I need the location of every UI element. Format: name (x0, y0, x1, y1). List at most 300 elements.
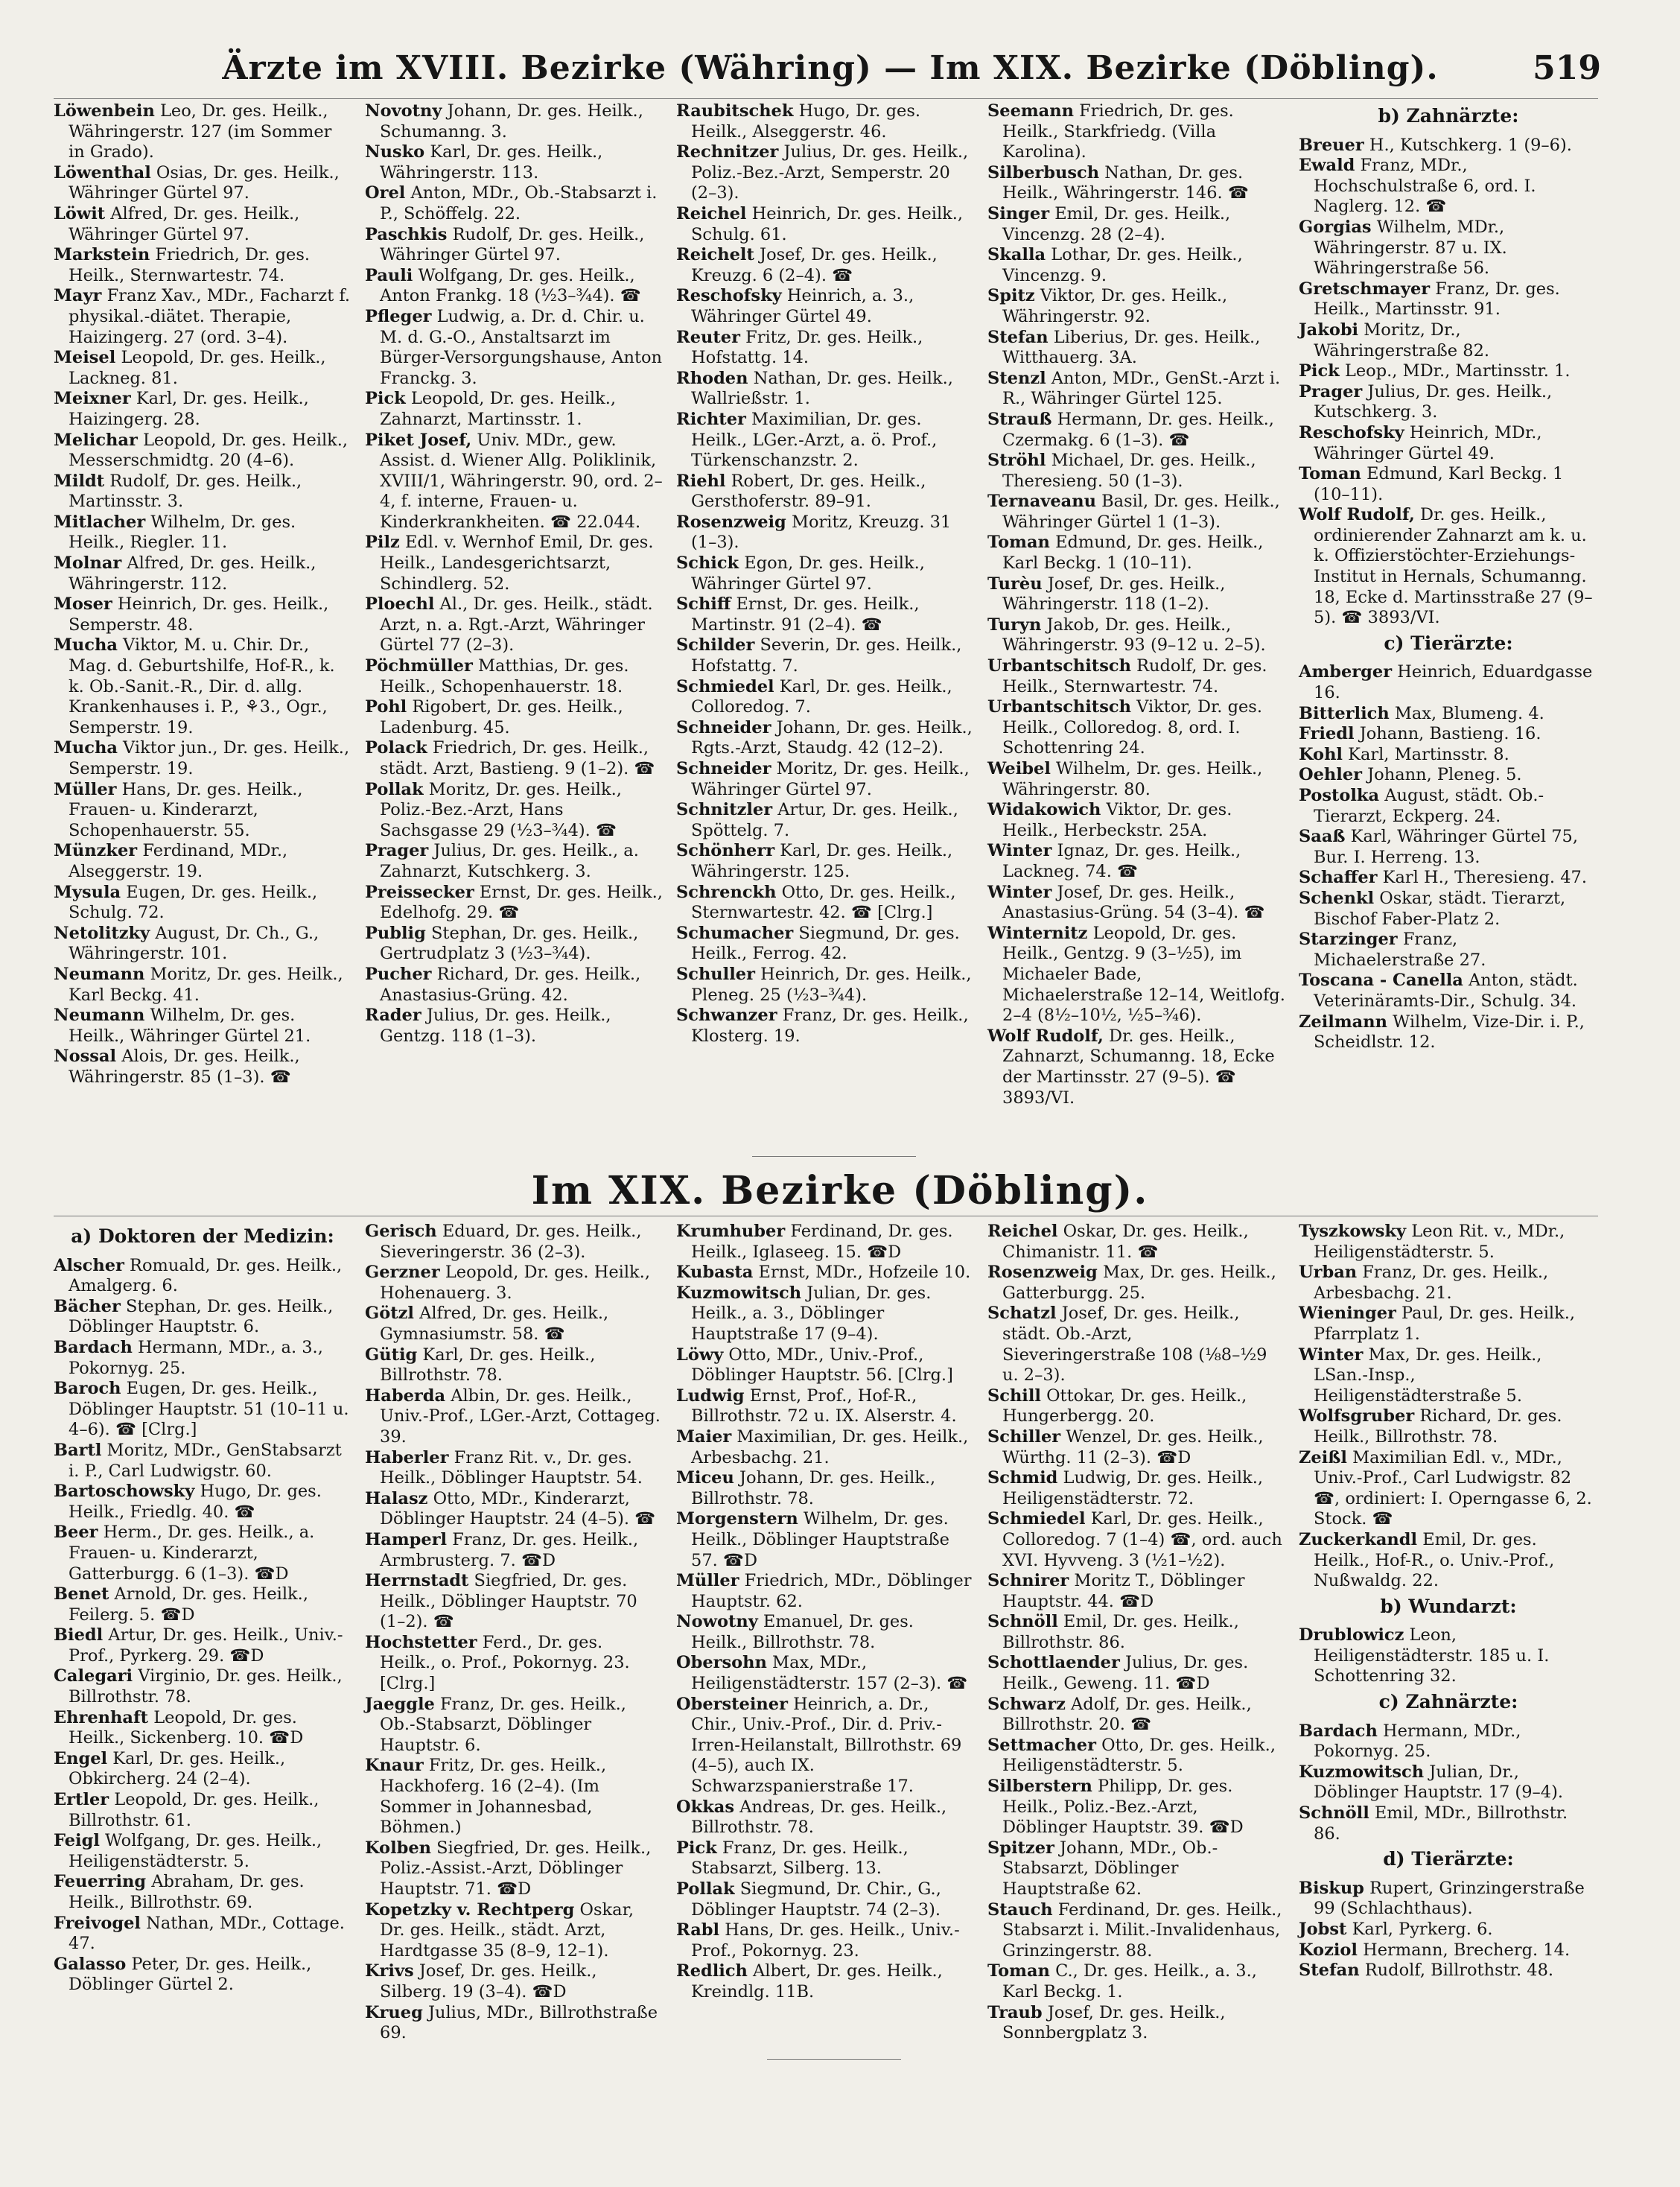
directory-entry (1299, 279, 1598, 320)
entry-name: Krivs (365, 1961, 414, 1981)
directory-entry (987, 697, 1285, 759)
directory-entry (676, 1797, 974, 1838)
entry-details: Julius, MDr., Billrothstraße 69. (380, 2002, 658, 2043)
directory-entry (54, 1006, 351, 1047)
entry-details: Leopold, Dr. ges. Heilk., Messerschmidtg. 20 (4–6). (69, 430, 349, 471)
column-3 (676, 1222, 974, 2026)
entry-details: Franz, Dr. ges. Heilk., Ob.-Stabsarzt, Döblinger Hauptstr. 6. (380, 1694, 626, 1755)
directory-entry (365, 142, 663, 183)
directory-entry (1299, 320, 1598, 361)
directory-entry (676, 553, 974, 594)
entry-name: Münzker (54, 841, 138, 861)
entry-details: Heinrich, Dr. ges. Heilk., Pleneg. 25 (½3–¾4). (691, 964, 972, 1005)
entry-details: Alfred, Dr. ges. Heilk., Gymnasiumstr. 58. ☎ (380, 1304, 609, 1344)
directory-entry (676, 204, 974, 245)
entry-details: Moritz, MDr., GenStabsarzt i. P., Carl Ludwigstr. 60. (69, 1440, 342, 1481)
entry-details: Albert, Dr. ges. Heilk., Kreindlg. 11B. (691, 1961, 943, 2002)
entry-name: Galasso (54, 1954, 127, 1974)
entry-name: Orel (365, 183, 406, 203)
directory-entry (676, 286, 974, 327)
entry-details: Karl, Dr. ges. Heilk., Colloredog. 7. (691, 676, 952, 717)
directory-entry (365, 389, 663, 430)
entry-details: Rigobert, Dr. ges. Heilk., Ladenburg. 45. (380, 697, 623, 737)
entry-name: Schnöll (987, 1612, 1058, 1632)
entry-details: Al., Dr. ges. Heilk., städt. Arzt, n. a. Rgt.-Arzt, Währinger Gürtel 77 (2–3). (380, 594, 653, 656)
entry-name: Rhoden (676, 368, 748, 388)
entry-name: Breuer (1299, 135, 1364, 155)
entry-details: Nathan, Dr. ges. Heilk., Währingerstr. 146. ☎ (1002, 162, 1249, 203)
entry-name: Saaß (1299, 827, 1346, 847)
directory-entry (676, 328, 974, 369)
entry-details: Moritz, Kreuzg. 31 (1–3). (691, 512, 952, 553)
entry-details: Leopold, Dr. ges. Heilk., Hohenauerg. 3. (380, 1263, 650, 1303)
entry-name: Pick (1299, 361, 1340, 381)
directory-entry (987, 883, 1285, 924)
entry-name: Reschofsky (676, 286, 782, 306)
entry-details: Moritz, Dr. ges. Heilk., Karl Beckg. 41. (69, 964, 343, 1005)
entry-details: Karl, Dr. ges. Heilk., Obkircherg. 24 (2–4). (69, 1748, 286, 1789)
entry-name: Schenkl (1299, 888, 1375, 908)
entry-name: Neumann (54, 1006, 145, 1026)
entry-name: Schumacher (676, 923, 794, 943)
directory-entry (54, 348, 351, 389)
directory-entry (676, 1961, 974, 2002)
entry-name: Krueg (365, 2002, 423, 2022)
entry-details: Richard, Dr. ges. Heilk., Anastasius-Grüng. 42. (380, 964, 641, 1005)
entry-details: H., Kutschkerg. 1 (9–6). (1364, 135, 1572, 155)
entry-details: Peter, Dr. ges. Heilk., Döblinger Gürtel 2. (69, 1954, 312, 1995)
directory-entry (1299, 868, 1598, 889)
directory-entry (54, 1047, 351, 1088)
entry-details: Rudolf, Dr. ges. Heilk., Sternwartestr. 74. (1002, 656, 1267, 696)
entry-name: Rosenzweig (676, 512, 786, 532)
entry-details: Artur, Dr. ges. Heilk., Univ.-Prof., Pyrkerg. 29. ☎D (69, 1625, 343, 1666)
entry-name: Halasz (365, 1488, 428, 1508)
footer-rule (767, 2059, 901, 2060)
entry-name: Skalla (987, 245, 1046, 265)
entry-details: Stephan, Dr. ges. Heilk., Döblinger Hauptstr. 6. (69, 1296, 334, 1337)
directory-entry (365, 1386, 663, 1448)
entry-name: Toman (987, 533, 1050, 553)
entry-name: Gerisch (365, 1222, 437, 1241)
entry-details: Liberius, Dr. ges. Heilk., Witthauerg. 3A. (1002, 327, 1261, 368)
entry-details: Johann, Pleneg. 5. (1362, 765, 1522, 785)
entry-details: Johann, Dr. ges. Heilk., Billrothstr. 78. (691, 1468, 936, 1508)
entry-name: Gretschmayer (1299, 279, 1431, 299)
entry-details: Julius, Dr. ges. Heilk., Gentzg. 118 (1–3). (380, 1006, 611, 1046)
entry-name: Krumhuber (676, 1222, 786, 1241)
column-4 (987, 1222, 1285, 2043)
entry-details: Julius, Dr. ges. Heilk., Kutschkerg. 3. (1314, 381, 1553, 422)
entry-details: Lothar, Dr. ges. Heilk., Vincenzg. 9. (1002, 245, 1243, 285)
entry-name: Schmid (987, 1468, 1058, 1488)
entry-details: Edl. v. Wernhof Emil, Dr. ges. Heilk., Landesgerichtsarzt, Schindlerg. 52. (380, 533, 654, 594)
entry-name: Benet (54, 1584, 109, 1604)
entry-details: Ignaz, Dr. ges. Heilk., Lackneg. 74. ☎ (1002, 841, 1241, 881)
entry-name: Gütig (365, 1345, 418, 1365)
directory-entry (1299, 930, 1598, 971)
entry-name: Schnöll (1299, 1803, 1369, 1823)
directory-entry (987, 924, 1285, 1026)
entry-name: Schaffer (1299, 868, 1378, 888)
header-rule (54, 98, 1598, 99)
directory-entry (54, 1872, 351, 1913)
entry-name: Traub (987, 2002, 1043, 2022)
entry-name: Löwenbein (54, 101, 155, 121)
entry-details: August, städt. Ob.-Tierarzt, Eckperg. 24. (1314, 786, 1544, 826)
directory-entry (987, 204, 1285, 245)
entry-details: Hans, Dr. ges. Heilk., Univ.-Prof., Pokornyg. 23. (691, 1920, 960, 1961)
entry-name: Herrnstadt (365, 1571, 469, 1591)
entry-name: Reschofsky (1299, 422, 1404, 442)
entry-details: Karl, Pyrkerg. 6. (1346, 1920, 1493, 1939)
entry-details: Max, Dr. ges. Heilk., Gatterburgg. 25. (1002, 1263, 1276, 1303)
directory-entry (54, 965, 351, 1006)
entry-name: Mildt (54, 471, 105, 491)
directory-entry (1299, 156, 1598, 218)
entry-details: Johann, MDr., Ob.-Stabsarzt, Döblinger Hauptstraße 62. (1002, 1838, 1218, 1899)
entry-name: Paschkis (365, 224, 448, 244)
entry-details: Karl H., Theresieng. 47. (1377, 868, 1588, 888)
directory-entry (54, 1749, 351, 1790)
directory-entry (365, 1838, 663, 1900)
entry-details: Friedrich, MDr., Döblinger Hauptstr. 62. (691, 1571, 972, 1611)
entry-name: Schiller (987, 1426, 1061, 1447)
entry-details: Franz, MDr., Hochschulstraße 6, ord. I. Naglerg. 12. ☎ (1314, 156, 1536, 217)
entry-details: Karl, Dr. ges. Heilk., Haizingerg. 28. (69, 389, 309, 429)
entry-details: Leop., MDr., Martinsstr. 1. (1339, 361, 1571, 381)
entry-details: Herm., Dr. ges. Heilk., a. Frauen- u. Kinderarzt, Gatterburgg. 6 (1–3). ☎D (69, 1523, 315, 1584)
entry-name: Prager (365, 841, 429, 861)
entry-name: Stefan (1299, 1961, 1360, 1981)
directory-entry (676, 1386, 974, 1427)
entry-name: Settmacher (987, 1735, 1096, 1755)
directory-entry (54, 1297, 351, 1338)
entry-details: Otto, Dr. ges. Heilk., Sternwartestr. 42. ☎ [Clrg.] (691, 882, 956, 923)
entry-details: Anton, MDr., GenSt.-Arzt i. R., Währinger Gürtel 125. (1002, 368, 1281, 409)
directory-entry (365, 1900, 663, 1962)
entry-details: Friedrich, Dr. ges. Heilk., Sternwartestr. 74. (69, 245, 311, 285)
entry-details: Michael, Dr. ges. Heilk., Theresieng. 50 (1–3). (1002, 451, 1256, 491)
entry-details: Wilhelm, Vize-Dir. i. P., Scheidlstr. 12. (1314, 1012, 1585, 1053)
entry-details: Karl, Währinger Gürtel 75, Bur. I. Herreng. 13. (1314, 827, 1578, 867)
directory-entry (676, 142, 974, 204)
entry-name: Pfleger (365, 306, 432, 326)
directory-entry (1299, 218, 1598, 279)
directory-entry (54, 841, 351, 882)
entry-name: Seemann (987, 101, 1074, 121)
entry-details: Leopold, Dr. ges. Heilk., Gentzg. 9 (3–½5), im Michaeler Bade, Michaelerstraße 12–14, Weitlofg. 2–4 (8½–10½, ½5–¾6). (1002, 923, 1285, 1026)
entry-name: Reichelt (676, 245, 754, 265)
entry-details: Hermann, MDr., Pokornyg. 25. (1314, 1721, 1521, 1762)
directory-entry (365, 183, 663, 224)
entry-name: Schick (676, 553, 739, 574)
entry-details: Ferdinand, Dr. ges. Heilk., Iglaseeg. 15. ☎D (691, 1222, 953, 1262)
directory-entry (987, 328, 1285, 369)
entry-details: Oskar, Dr. ges. Heilk., Chimanistr. 11. ☎ (1002, 1222, 1249, 1262)
entry-details: Ludwig, Dr. ges. Heilk., Heiligenstädterstr. 72. (1002, 1468, 1264, 1508)
entry-details: Rudolf, Dr. ges. Heilk., Währinger Gürtel 97. (380, 224, 645, 265)
entry-name: Pauli (365, 265, 413, 285)
directory-entry (1299, 361, 1598, 382)
entry-name: Ehrenhaft (54, 1707, 149, 1727)
entry-name: Spitz (987, 286, 1035, 306)
entry-details: Otto, Dr. ges. Heilk., Heiligenstädterstr. 5. (1002, 1735, 1276, 1776)
entry-name: Polack (365, 738, 427, 758)
entry-name: Reuter (676, 327, 740, 347)
directory-entry (676, 1222, 974, 1263)
entry-name: Amberger (1299, 662, 1393, 682)
entry-details: Emil, Dr. ges. Heilk., Hof-R., o. Univ.-Prof., Nußwaldg. 22. (1314, 1529, 1555, 1591)
entry-name: Ludwig (676, 1385, 745, 1406)
directory-entry (987, 2003, 1285, 2044)
entry-name: Riehl (676, 471, 726, 491)
entry-name: Feuerring (54, 1872, 147, 1892)
directory-entry (1299, 1721, 1598, 1762)
directory-entry (365, 307, 663, 389)
entry-name: Schilder (676, 635, 755, 656)
entry-name: Biskup (1299, 1878, 1364, 1898)
entry-details: Richard, Dr. ges. Heilk., Billrothstr. 78. (1314, 1406, 1562, 1447)
entry-details: Leopold, Dr. ges. Heilk., Lackneg. 81. (69, 348, 326, 388)
entry-name: Ternaveanu (987, 492, 1096, 512)
entry-name: Toscana - Canella (1299, 971, 1463, 991)
directory-entry (676, 1006, 974, 1047)
entry-details: Josef, Dr. ges. Heilk., Kreuzg. 6 (2–4). ☎ (691, 245, 938, 285)
entry-name: Schnirer (987, 1571, 1069, 1591)
subsection-heading: d) Tierärzte: (1383, 1848, 1514, 1870)
directory-entry (676, 1838, 974, 1879)
entry-details: Johann, Dr. ges. Heilk., Rgts.-Arzt, Staudg. 42 (12–2). (691, 717, 973, 758)
entry-name: Okkas (676, 1797, 735, 1817)
directory-entry (365, 1530, 663, 1571)
entry-name: Toman (1299, 464, 1361, 484)
entry-name: Zeißl (1299, 1447, 1347, 1467)
directory-entry (676, 472, 974, 512)
directory-entry (987, 492, 1285, 533)
entry-name: Pöchmüller (365, 656, 473, 676)
entry-name: Meisel (54, 348, 116, 368)
entry-name: Kolben (365, 1838, 432, 1858)
directory-entry (54, 780, 351, 842)
entry-details: Franz, Dr. ges. Heilk., Klosterg. 19. (691, 1006, 969, 1046)
entry-details: Eugen, Dr. ges. Heilk., Döblinger Hauptstr. 51 (10–11 u. 4–6). ☎ [Clrg.] (69, 1379, 349, 1440)
entry-details: Hugo, Dr. ges. Heilk., Friedlg. 40. ☎ (69, 1482, 322, 1522)
directory-entry (676, 677, 974, 718)
directory-entry (365, 101, 663, 142)
directory-entry (987, 245, 1285, 286)
directory-entry (1299, 1920, 1598, 1940)
entry-name: Schill (987, 1385, 1041, 1406)
entry-details: Viktor, Dr. ges. Heilk., Währingerstr. 92. (1002, 286, 1228, 326)
directory-entry (987, 1427, 1285, 1468)
subsection-heading: b) Wundarzt: (1380, 1595, 1517, 1617)
directory-entry (676, 245, 974, 286)
directory-entry (365, 1304, 663, 1345)
entry-name: Kubasta (676, 1263, 754, 1283)
entry-details: Wilhelm, Dr. ges. Heilk., Riegler. 11. (69, 512, 296, 553)
directory-entry (987, 101, 1285, 163)
entry-name: Pilz (365, 533, 400, 553)
entry-name: Ewald (1299, 156, 1355, 176)
directory-entry (676, 1920, 974, 1961)
entry-name: Kohl (1299, 744, 1343, 764)
directory-entry (54, 431, 351, 472)
entry-details: Egon, Dr. ges. Heilk., Währinger Gürtel 97. (691, 553, 925, 594)
entry-name: Knaur (365, 1756, 424, 1776)
entry-details: Albin, Dr. ges. Heilk., Univ.-Prof., LGer.-Arzt, Cottageg. 39. (380, 1385, 661, 1447)
entry-details: Siegfried, Dr. ges. Heilk., Poliz.-Assist.-Arzt, Döblinger Hauptstr. 71. ☎D (380, 1838, 652, 1899)
entry-details: Oskar, städt. Tierarzt, Bischof Faber-Platz 2. (1314, 888, 1566, 929)
entry-details: Jakob, Dr. ges. Heilk., Währingerstr. 93 (9–12 u. 2–5). (1002, 615, 1266, 656)
directory-entry (987, 451, 1285, 492)
directory-entry (1299, 889, 1598, 930)
entry-details: Robert, Dr. ges. Heilk., Gersthoferstr. 89–91. (691, 471, 926, 512)
entry-details: Eugen, Dr. ges. Heilk., Schulg. 72. (69, 882, 318, 923)
entry-name: Schwanzer (676, 1006, 777, 1026)
entry-name: Rader (365, 1006, 421, 1026)
entry-details: Friedrich, Dr. ges. Heilk., Starkfriedg. (Villa Karolina). (1002, 101, 1234, 162)
entry-name: Starzinger (1299, 930, 1398, 950)
directory-entry (365, 431, 663, 533)
entry-details: Maximilian, Dr. ges. Heilk., LGer.-Arzt, a. ö. Prof., Türkenschanzstr. 2. (691, 409, 938, 471)
entry-details: Rudolf, Billrothstr. 48. (1359, 1961, 1554, 1981)
entry-details: Siegmund, Dr. Chir., G., Döblinger Hauptstr. 74 (2–3). (691, 1879, 941, 1920)
entry-details: Dr. ges. Heilk., Zahnarzt, Schumanng. 18, Ecke der Martinsstr. 27 (9–5). ☎ 3893/VI. (1002, 1026, 1275, 1108)
entry-details: Max, MDr., Heiligenstädterstr. 157 (2–3). ☎ (691, 1653, 968, 1694)
directory-entry (1299, 1263, 1598, 1304)
entry-details: Franz Xav., MDr., Facharzt f. physikal.-diätet. Therapie, Haizingerg. 27 (ord. 3–4). (69, 286, 351, 347)
directory-entry (54, 1914, 351, 1955)
column-5 (1299, 1222, 1598, 2026)
directory-entry (1299, 1803, 1598, 1844)
entry-details: Andreas, Dr. ges. Heilk., Billrothstr. 78. (691, 1797, 947, 1838)
entry-name: Urban (1299, 1263, 1358, 1283)
entry-name: Wolfsgruber (1299, 1406, 1415, 1426)
entry-details: Heinrich, MDr., Währinger Gürtel 49. (1314, 422, 1542, 463)
entry-details: Ludwig, a. Dr. d. Chir. u. M. d. G.-O., Anstaltsarzt im Bürger-Versorgungshause, Anton Franckg. 3. (380, 306, 663, 388)
entry-details: Fritz, Dr. ges. Heilk., Hofstattg. 14. (691, 327, 923, 368)
directory-entry (54, 1523, 351, 1584)
entry-name: Pollak (676, 1879, 735, 1899)
entry-name: Pick (676, 1838, 717, 1858)
directory-entry (676, 512, 974, 553)
directory-entry (987, 1777, 1285, 1838)
column-1 (54, 101, 351, 1153)
entry-name: Bächer (54, 1296, 121, 1316)
entry-name: Hochstetter (365, 1632, 477, 1652)
entry-name: Ploechl (365, 594, 435, 615)
entry-details: Johann, Bastieng. 16. (1354, 724, 1541, 744)
directory-entry (987, 1304, 1285, 1385)
entry-details: Viktor, Dr. ges. Heilk., Colloredog. 8, ord. I. Schottenring 24. (1002, 697, 1262, 758)
directory-entry (676, 369, 974, 410)
entry-name: Mitlacher (54, 512, 146, 532)
directory-entry (365, 1571, 663, 1633)
entry-name: Müller (676, 1571, 739, 1591)
page-number: 519 (1533, 49, 1601, 87)
directory-entry (676, 101, 974, 142)
entry-details: Moritz T., Döblinger Hauptstr. 44. ☎D (1002, 1571, 1245, 1611)
entry-details: Ferdinand, Dr. ges. Heilk., Stabsarzt i. Milit.-Invalidenhaus, Grinzingerstr. 88. (1002, 1899, 1282, 1961)
entry-name: Schiff (676, 594, 731, 615)
entry-name: Schwarz (987, 1694, 1066, 1714)
directory-entry (54, 1482, 351, 1523)
entry-name: Spitzer (987, 1838, 1054, 1858)
entry-details: Leopold, Dr. ges. Heilk., Zahnarzt, Martinsstr. 1. (380, 389, 617, 429)
directory-entry (1299, 971, 1598, 1012)
entry-name: Schrenckh (676, 882, 777, 902)
directory-entry (676, 1283, 974, 1345)
entry-details: Fritz, Dr. ges. Heilk., Hackhoferg. 16 (2–4). (Im Sommer in Johannesbad, Böhmen.) (380, 1756, 607, 1838)
directory-entry (365, 1222, 663, 1263)
entry-name: Publig (365, 923, 426, 943)
entry-name: Schnitzler (676, 800, 773, 820)
entry-name: Schmiedel (676, 676, 774, 696)
directory-entry (54, 1666, 351, 1707)
directory-entry (987, 656, 1285, 697)
directory-entry (987, 1263, 1285, 1304)
directory-entry (365, 1448, 663, 1489)
directory-entry (987, 1468, 1285, 1509)
entry-name: Bartl (54, 1440, 102, 1460)
entry-details: Viktor, Dr. ges. Heilk., Herbeckstr. 25A. (1002, 800, 1232, 840)
directory-entry (1299, 464, 1598, 505)
directory-entry (676, 1571, 974, 1612)
column-2 (365, 101, 663, 1153)
entry-name: Markstein (54, 245, 150, 265)
directory-entry (676, 1345, 974, 1386)
directory-entry (365, 225, 663, 266)
directory-entry (1299, 1961, 1598, 1981)
entry-name: Hamperl (365, 1529, 448, 1549)
directory-entry (987, 1838, 1285, 1900)
entry-details: Oskar, Dr. ges. Heilk., städt. Arzt, Hardtgasse 35 (8–9, 12–1). (380, 1899, 634, 1961)
directory-entry (1299, 662, 1598, 703)
directory-entry (1299, 136, 1598, 156)
entry-name: Prager (1299, 381, 1363, 401)
directory-entry (987, 163, 1285, 204)
directory-entry (987, 1736, 1285, 1777)
entry-details: Julius, Dr. ges. Heilk., a. Zahnarzt, Kutschkerg. 3. (380, 841, 639, 881)
directory-entry (987, 533, 1285, 574)
entry-details: Josef, Dr. ges. Heilk., Sonnbergplatz 3. (1002, 2002, 1226, 2043)
entry-details: Hermann, MDr., a. 3., Pokornyg. 25. (69, 1337, 323, 1378)
entry-details: Ernst, MDr., Hofzeile 10. (753, 1263, 971, 1283)
entry-name: Singer (987, 203, 1050, 223)
section-divider (752, 1156, 916, 1157)
entry-details: Karl, Martinsstr. 8. (1342, 744, 1509, 764)
entry-name: Stefan (987, 327, 1049, 347)
entry-details: Siegfried, Dr. ges. Heilk., Döblinger Hauptstr. 70 (1–2). ☎ (380, 1571, 637, 1632)
directory-entry (365, 883, 663, 924)
entry-details: Emil, Dr. ges. Heilk., Vincenzg. 28 (2–4). (1002, 203, 1231, 244)
entry-details: Anton, MDr., Ob.-Stabsarzt i. P., Schöffelg. 22. (380, 183, 658, 223)
entry-details: August, Dr. Ch., G., Währingerstr. 101. (69, 923, 319, 964)
entry-name: Winternitz (987, 923, 1088, 943)
entry-name: Kuzmowitsch (1299, 1762, 1425, 1782)
entry-name: Nossal (54, 1047, 117, 1067)
entry-name: Müller (54, 779, 117, 799)
entry-name: Turyn (987, 615, 1042, 635)
entry-details: Rupert, Grinzingerstraße 99 (Schlachthaus). (1314, 1878, 1585, 1919)
directory-entry (1299, 1530, 1598, 1592)
entry-name: Götzl (365, 1304, 414, 1324)
directory-entry (987, 574, 1285, 615)
directory-entry (676, 594, 974, 635)
entry-name: Rabl (676, 1920, 720, 1940)
directory-entry (365, 1489, 663, 1530)
